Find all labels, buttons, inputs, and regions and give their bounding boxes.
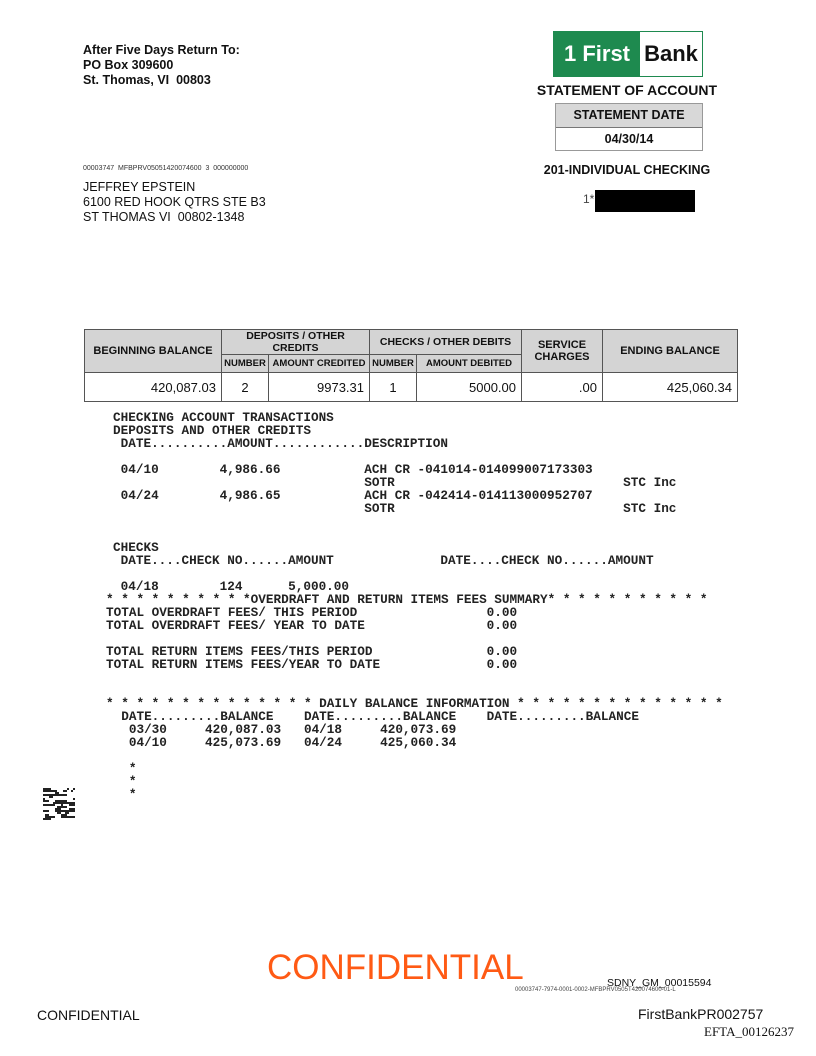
return-address-line: St. Thomas, VI 00803 <box>83 73 211 87</box>
statement-line: 03/30 420,087.03 04/18 420,073.69 <box>106 722 457 737</box>
statement-line: 04/24 4,986.65 ACH CR -042414-014113000952707 <box>113 488 593 503</box>
confidential-stamp: CONFIDENTIAL <box>267 948 524 987</box>
account-number-prefix: 1* <box>583 192 595 206</box>
transactions-section <box>113 411 676 593</box>
customer-name: JEFFREY EPSTEIN <box>83 180 196 194</box>
statement-date-box <box>555 103 703 151</box>
statement-line: 04/10 4,986.66 ACH CR -041014-014099007173303 <box>113 462 593 477</box>
statement-line: * * * * * * * * * * * * * * DAILY BALANCE INFORMATION * * * * * * * * * * * * * * <box>106 696 723 711</box>
check-number-header: NUMBER <box>370 355 417 373</box>
beginning-balance-header: BEGINNING BALANCE <box>85 330 222 373</box>
efta-number: EFTA_00126237 <box>704 1024 794 1039</box>
statement-line: * * * * * * * * * *OVERDRAFT AND RETURN ITEMS FEES SUMMARY* * * * * * * * * * * <box>106 592 708 607</box>
qr-code-icon <box>43 788 75 820</box>
logo-bank: Bank <box>644 41 698 66</box>
statement-line: SOTR STC Inc <box>113 475 677 490</box>
statement-line <box>106 749 723 762</box>
sdny-number: SDNY_GM_00015594 <box>607 977 712 989</box>
statement-line: DATE..........AMOUNT............DESCRIPTION <box>113 436 449 451</box>
statement-line <box>106 671 723 684</box>
statement-line: TOTAL RETURN ITEMS FEES/THIS PERIOD 0.00 <box>106 644 518 659</box>
redaction-bar <box>595 190 695 212</box>
deposit-number-header: NUMBER <box>222 355 269 373</box>
deposit-count: 2 <box>222 373 269 402</box>
statement-line: * <box>106 761 137 776</box>
mail-code: 00003747 MFBPRV05051420074600 3 000000000 <box>83 165 249 172</box>
service-charges: .00 <box>522 373 603 402</box>
statement-date-value: 04/30/14 <box>604 132 654 146</box>
ending-balance-header: ENDING BALANCE <box>603 330 738 373</box>
amount-credited-header: AMOUNT CREDITED <box>269 355 370 373</box>
fees-and-daily-balance-section <box>106 593 723 801</box>
statement-line: DEPOSITS AND OTHER CREDITS <box>113 423 311 438</box>
confidential-footer: CONFIDENTIAL <box>37 1007 140 1023</box>
statement-line: * <box>106 774 137 789</box>
checks-header: CHECKS / OTHER DEBITS <box>370 330 522 355</box>
deposits-header: DEPOSITS / OTHER CREDITS <box>222 330 370 355</box>
logo-first: 1 First <box>554 32 640 76</box>
bates-number: FirstBankPR002757 <box>638 1006 764 1022</box>
return-address-line: PO Box 309600 <box>83 58 174 72</box>
statement-line: DATE.........BALANCE DATE.........BALANCE DATE.........BALANCE <box>106 709 639 724</box>
statement-line: TOTAL RETURN ITEMS FEES/YEAR TO DATE 0.00 <box>106 657 518 672</box>
account-type: 201-INDIVIDUAL CHECKING <box>543 163 711 177</box>
ending-balance: 425,060.34 <box>603 373 738 402</box>
document-code: 00003747-7974-0001-0002-MFBPRV0505T420074600-01-L <box>515 987 676 993</box>
customer-address: 6100 RED HOOK QTRS STE B3 <box>83 195 266 209</box>
amount-credited: 9973.31 <box>269 373 370 402</box>
statement-line <box>113 515 676 528</box>
statement-line: SOTR STC Inc <box>113 501 677 516</box>
check-count: 1 <box>370 373 417 402</box>
beginning-balance: 420,087.03 <box>85 373 222 402</box>
account-summary-table <box>84 329 738 402</box>
statement-title: STATEMENT OF ACCOUNT <box>536 82 718 98</box>
statement-line: DATE....CHECK NO......AMOUNT DATE....CHECK NO......AMOUNT <box>113 553 654 568</box>
firstbank-logo <box>553 31 703 77</box>
statement-date-label: STATEMENT DATE <box>556 104 702 128</box>
service-charges-header: SERVICE CHARGES <box>522 330 603 373</box>
amount-debited: 5000.00 <box>417 373 522 402</box>
statement-line: 04/10 425,073.69 04/24 425,060.34 <box>106 735 457 750</box>
statement-line: CHECKING ACCOUNT TRANSACTIONS <box>113 410 334 425</box>
return-address-line: After Five Days Return To: <box>83 43 240 57</box>
statement-line <box>113 528 676 541</box>
statement-line: CHECKS <box>113 540 159 555</box>
statement-line: 04/18 124 5,000.00 <box>113 579 350 594</box>
customer-city: ST THOMAS VI 00802-1348 <box>83 210 245 224</box>
amount-debited-header: AMOUNT DEBITED <box>417 355 522 373</box>
statement-line: * <box>106 787 137 802</box>
statement-line: TOTAL OVERDRAFT FEES/ THIS PERIOD 0.00 <box>106 605 518 620</box>
statement-line: TOTAL OVERDRAFT FEES/ YEAR TO DATE 0.00 <box>106 618 518 633</box>
